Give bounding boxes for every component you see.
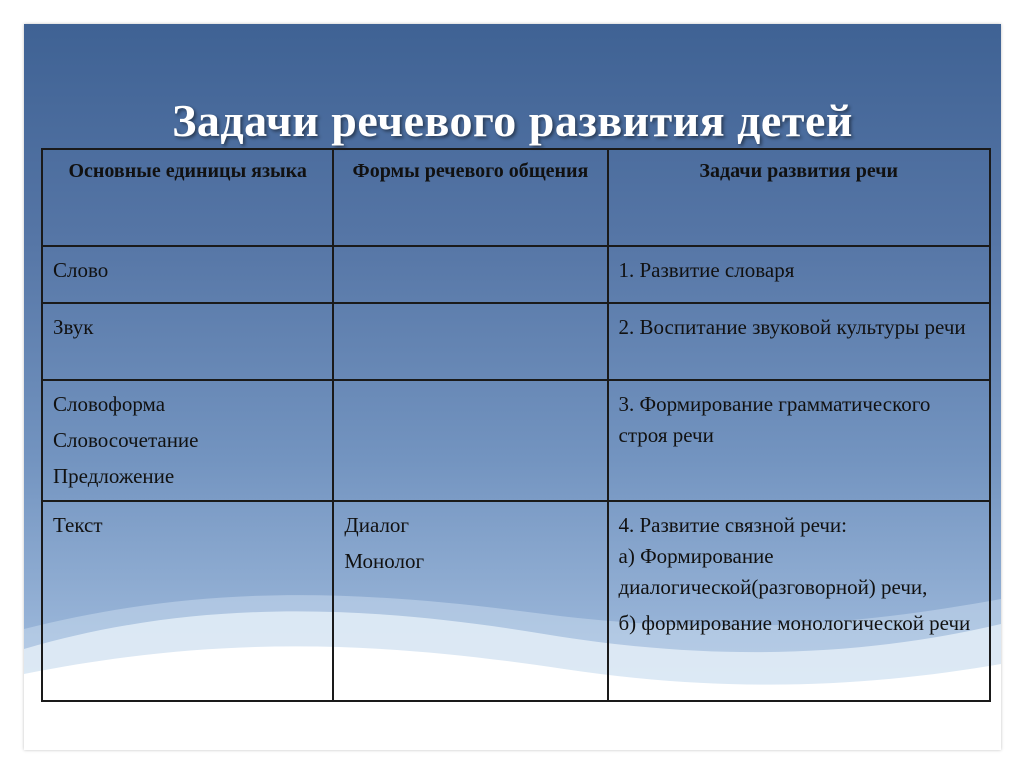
cell-speech-tasks [608,303,991,380]
speech-task: б) формирование монологической речи [618,611,971,635]
cell-speech-tasks [608,246,991,303]
language-unit: Текст [53,513,103,537]
table-row [42,380,990,501]
cell-language-units [42,303,333,380]
language-unit: Предложение [53,464,175,488]
slide-title: Задачи речевого развития детей [172,95,853,146]
speech-task: 3. Формирование грамматического строя речи [618,392,931,447]
speech-form: Диалог [344,513,410,537]
header-language-units: Основные единицы языка [42,149,333,246]
table-row [42,246,990,303]
speech-tasks-table [41,148,991,702]
cell-speech-tasks [608,501,991,701]
header-speech-tasks: Задачи развития речи [608,149,991,246]
cell-language-units [42,501,333,701]
cell-speech-forms [333,380,607,501]
speech-task: 1. Развитие словаря [618,258,795,282]
header-speech-forms: Формы речевого общения [333,149,607,246]
table-row [42,501,990,701]
speech-task: 2. Воспитание звуковой культуры речи [618,315,966,339]
speech-task: 4. Развитие связной речи: [618,513,848,537]
cell-language-units [42,380,333,501]
table-row [42,303,990,380]
language-unit: Слово [53,258,109,282]
cell-speech-forms [333,501,607,701]
language-unit: Словосочетание [53,428,199,452]
language-unit: Словоформа [53,392,166,416]
language-unit: Звук [53,315,94,339]
speech-task: а) Формирование диалогической(разговорной) речи, [618,544,928,599]
speech-form: Монолог [344,549,425,573]
cell-language-units [42,246,333,303]
cell-speech-tasks [608,380,991,501]
table-header-row [42,149,990,246]
cell-speech-forms [333,303,607,380]
cell-speech-forms [333,246,607,303]
slide [24,24,1001,750]
